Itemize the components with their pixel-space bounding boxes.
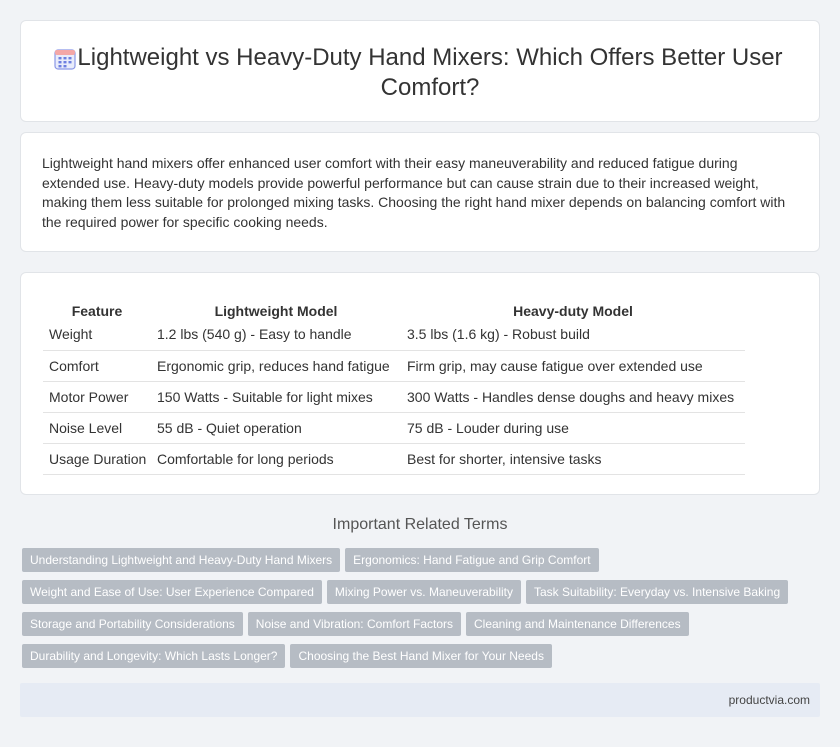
table-cell: Firm grip, may cause fatigue over extended use bbox=[401, 350, 745, 381]
table-row bbox=[43, 381, 745, 412]
table-cell: Weight bbox=[43, 319, 151, 350]
column-header: Feature bbox=[71, 303, 123, 319]
column-header: Heavy-duty Model bbox=[513, 303, 633, 319]
table-row bbox=[43, 443, 745, 474]
page-title: Lightweight vs Heavy-Duty Hand Mixers: Which Offers Better User Comfort? bbox=[77, 44, 783, 101]
table-cell: 75 dB - Louder during use bbox=[401, 412, 745, 443]
table-cell: Motor Power bbox=[43, 381, 151, 412]
related-terms-list bbox=[22, 548, 812, 676]
related-term-tag[interactable]: Mixing Power vs. Maneuverability bbox=[327, 580, 521, 604]
column-header: Lightweight Model bbox=[214, 303, 338, 319]
related-term-tag[interactable]: Cleaning and Maintenance Differences bbox=[466, 612, 689, 636]
table-cell: Comfortable for long periods bbox=[151, 443, 401, 474]
table-cell: 3.5 lbs (1.6 kg) - Robust build bbox=[401, 319, 745, 350]
related-term-tag[interactable]: Task Suitability: Everyday vs. Intensive Baking bbox=[526, 580, 788, 604]
related-term-tag[interactable]: Storage and Portability Considerations bbox=[22, 612, 243, 636]
table-cell: 300 Watts - Handles dense doughs and heavy mixes bbox=[401, 381, 745, 412]
table-cell: Comfort bbox=[43, 350, 151, 381]
footer bbox=[20, 683, 820, 717]
related-term-tag[interactable]: Understanding Lightweight and Heavy-Duty Hand Mixers bbox=[22, 548, 340, 572]
table-cell: Ergonomic grip, reduces hand fatigue bbox=[151, 350, 401, 381]
comparison-card bbox=[20, 272, 820, 495]
table-cell: Best for shorter, intensive tasks bbox=[401, 443, 745, 474]
related-term-tag[interactable]: Choosing the Best Hand Mixer for Your Needs bbox=[290, 644, 551, 668]
summary-text: Lightweight hand mixers offer enhanced user comfort with their easy maneuverability and reduced fatigue during extended use. Heavy-duty models provide powerful performance but can cause strain due to their increased weight, making them less suitable for prolonged mixing tasks. Choosing the right hand mixer depends on balancing comfort with the required power for specific cooking needs. bbox=[42, 155, 786, 230]
comparison-table bbox=[43, 295, 745, 475]
table-cell: 1.2 lbs (540 g) - Easy to handle bbox=[151, 319, 401, 350]
table-row bbox=[43, 412, 745, 443]
table-row bbox=[43, 319, 745, 350]
related-term-tag[interactable]: Weight and Ease of Use: User Experience Compared bbox=[22, 580, 322, 604]
related-term-tag[interactable]: Durability and Longevity: Which Lasts Longer? bbox=[22, 644, 285, 668]
related-term-tag[interactable]: Noise and Vibration: Comfort Factors bbox=[248, 612, 461, 636]
table-cell: Usage Duration bbox=[43, 443, 151, 474]
table-cell: 55 dB - Quiet operation bbox=[151, 412, 401, 443]
title-card bbox=[20, 20, 820, 122]
table-cell: 150 Watts - Suitable for light mixes bbox=[151, 381, 401, 412]
table-header-row bbox=[43, 295, 745, 319]
related-terms-heading: Important Related Terms bbox=[332, 516, 508, 533]
footer-site-link[interactable]: productvia.com bbox=[728, 693, 810, 707]
table-cell: Noise Level bbox=[43, 412, 151, 443]
table-row bbox=[43, 350, 745, 381]
related-term-tag[interactable]: Ergonomics: Hand Fatigue and Grip Comfort bbox=[345, 548, 598, 572]
summary-card bbox=[20, 132, 820, 252]
